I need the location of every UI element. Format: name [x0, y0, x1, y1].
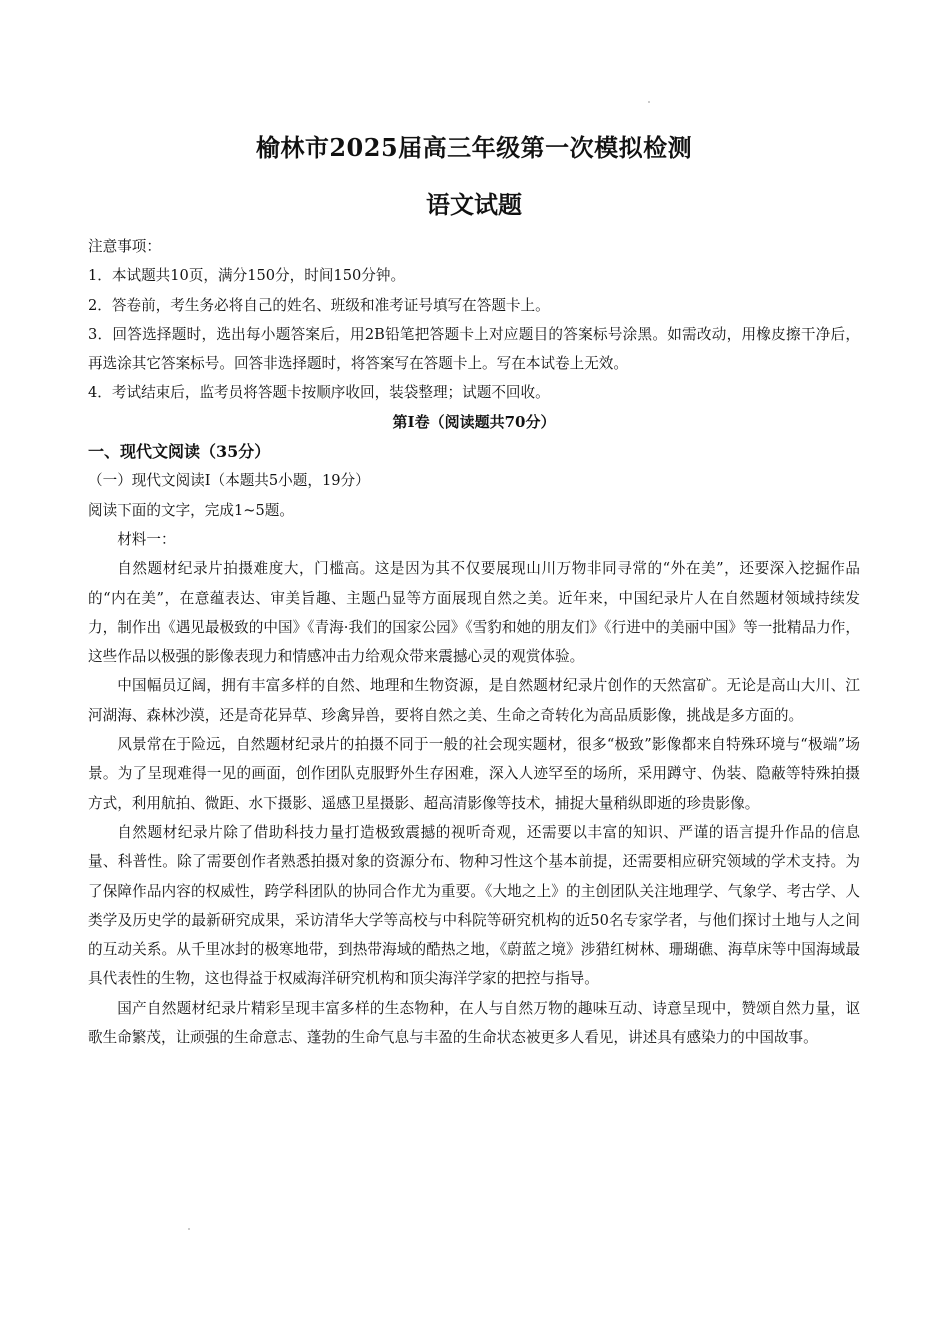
section-heading: 一、现代文阅读（35分） — [88, 442, 271, 462]
article-paragraph: 中国幅员辽阔，拥有丰富多样的自然、地理和生物资源，是自然题材纪录片创作的天然富矿。无论是高山大川、江河湖海、森林沙漠，还是奇花异草、珍禽异兽，要将自然之美、生命之奇转化为高品质影像，挑战是多方面的。 — [88, 677, 860, 724]
notice-heading: 注意事项： — [88, 238, 161, 255]
article-paragraph: 国产自然题材纪录片精彩呈现丰富多样的生态物种，在人与自然万物的趣味互动、诗意呈现中，赞颂自然力量，讴歌生命繁茂，让顽强的生命意志、蓬勃的生命气息与丰盈的生命状态被更多人看见，讲述具有感染力的中国故事。 — [88, 999, 860, 1047]
notice-item: 3．回答选择题时，选出每小题答案后，用2B铅笔把答题卡上对应题目的答案标号涂黑。如需改动，用橡皮擦干净后，再选涂其它答案标号。回答非选择题时，将答案写在答题卡上。写在本试卷上无效。 — [88, 325, 860, 373]
notice-item: 4．考试结束后，监考员将答题卡按顺序收回，装袋整理；试题不回收。 — [88, 384, 550, 402]
scan-dot-bottom — [188, 1228, 190, 1230]
article-paragraph: 自然题材纪录片除了借助科技力量打造极致震撼的视听奇观，还需要以丰富的知识、严谨的语言提升作品的信息量、科普性。除了需要创作者熟悉拍摄对象的资源分布、物种习性这个基本前提，还需要相应研究领域的学术支持。为了保障作品内容的权威性，跨学科团队的协同合作尤为重要。《大地之上》的主创团队关注地理学、气象学、考古学、人类学及历史学的最新研究成果，采访清华大学等高校与中科院等研究机构的近50名专家学者，与他们探讨土地与人之间的互动关系。从千里冰封的极寒地带，到热带海域的酷热之地，《蔚蓝之境》涉猎红树林、珊瑚礁、海草床等中国海域最具代表性的生物，这也得益于权威海洋研究机构和顶尖海洋学家的把控与指导。 — [88, 823, 860, 988]
document-body — [88, 232, 860, 1052]
volume-heading: 第Ⅰ卷（阅读题共70分） — [392, 412, 556, 431]
notice-item: 2．答卷前，考生务必将自己的姓名、班级和准考证号填写在答题卡上。 — [88, 296, 550, 314]
exam-subject: 语文试题 — [426, 190, 522, 219]
material-label: 材料一： — [117, 530, 176, 548]
exam-title: 榆林市2025届高三年级第一次模拟检测 — [255, 133, 693, 162]
article-paragraph: 风景常在于险远，自然题材纪录片的拍摄不同于一般的社会现实题材，很多“极致”影像都来自特殊环境与“极端”场景。为了呈现难得一见的画面，创作团队克服野外生存困难，深入人迹罕至的场所，采用蹲守、伪装、隐蔽等特殊拍摄方式，利用航拍、微距、水下摄影、遥感卫星摄影、超高清影像等技术，捕捉大量稍纵即逝的珍贵影像。 — [88, 736, 860, 812]
article-paragraph: 自然题材纪录片拍摄难度大，门槛高。这是因为其不仅要展现山川万物非同寻常的“外在美”，还要深入挖掘作品的“内在美”，在意蕴表达、审美旨趣、主题凸显等方面展现自然之美。近年来，中国纪录片人在自然题材领域持续发力，制作出《遇见最极致的中国》《青海·我们的国家公园》《雪豹和她的朋友们》《行进中的美丽中国》等一批精品力作，这些作品以极强的影像表现力和情感冲击力给观众带来震撼心灵的观赏体验。 — [88, 560, 860, 666]
sub-section-heading: （一）现代文阅读Ⅰ（本题共5小题，19分） — [88, 472, 370, 490]
reading-instruction: 阅读下面的文字，完成1~5题。 — [88, 501, 294, 519]
scan-dot-top — [648, 101, 650, 103]
notice-item: 1．本试题共10页，满分150分，时间150分钟。 — [88, 267, 406, 285]
